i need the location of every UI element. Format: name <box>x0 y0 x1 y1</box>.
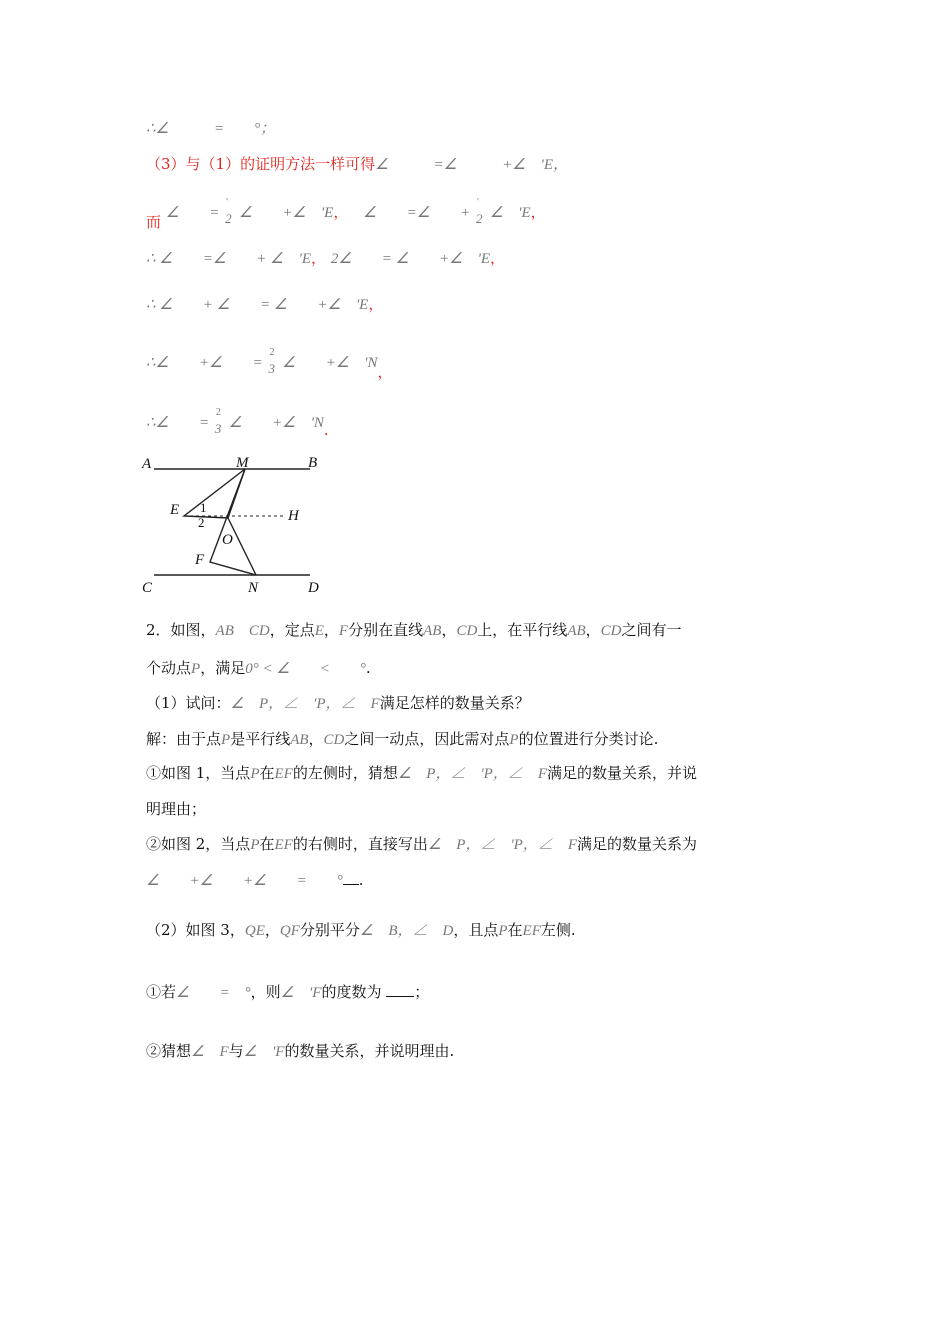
answer-blank[interactable] <box>343 870 359 885</box>
q2-part2-question: （2）如图 3，QE，QF分别平分∠ B，∠ D，且点P在EF左侧. <box>146 921 576 939</box>
label-F: F <box>195 552 205 568</box>
q2-part1-question: （1）试问：∠ P，∠ 'P，∠ F满足怎样的数量关系？ <box>146 694 530 712</box>
q2-stem-line-1: 2．如图，AB CD，定点E，F分别在直线AB，CD上，在平行线AB，CD之间有一 <box>146 621 682 639</box>
red-text: 而 <box>146 213 162 231</box>
angle-label-2: 2 <box>198 515 205 530</box>
fraction: 2 3 <box>214 407 222 436</box>
q2-case1-line-1: ①如图 1，当点P在EF的左侧时，猜想∠ P，∠ 'P，∠ F满足的数量关系，并说 <box>146 764 698 782</box>
label-C: C <box>142 580 153 596</box>
fraction: 2 3 <box>268 347 275 376</box>
math-expr: ∴ ∠ + ∠ = ∠ +∠ 'E <box>146 297 369 313</box>
label-A: A <box>142 456 152 472</box>
math-expr: 2∠ = ∠ +∠ 'E <box>330 251 491 267</box>
q2-case2-line-1: ②如图 2，当点P在EF的右侧时，直接写出∠ P，∠ 'P，∠ F满足的数量关系为 <box>146 835 698 853</box>
label-H: H <box>288 508 299 524</box>
fraction: ' 2 <box>225 197 232 226</box>
proof-line-3: 而 ∠ = ' 2 ∠ +∠ 'E， ∠ =∠ + ' 2 ∠ 'E， <box>146 197 546 231</box>
label-E: E <box>170 502 180 518</box>
proof-line-4: ∴ ∠ =∠ + ∠ 'E， 2∠ = ∠ +∠ 'E， <box>146 249 506 267</box>
math-expr: ∴∠ = <box>146 415 210 431</box>
path-MFN <box>210 469 256 575</box>
math-expr: ∠ = <box>165 205 220 221</box>
proof-line-5: ∴ ∠ + ∠ = ∠ +∠ 'E， <box>146 295 384 313</box>
proof-line-1 <box>146 118 275 139</box>
math-expr: ∴ ∠ =∠ + ∠ 'E <box>146 251 312 267</box>
q2-part2-item-1: ①若∠ = °，则∠ 'F的度数为 ； <box>146 983 430 1001</box>
label-N: N <box>248 580 259 596</box>
answer-blank[interactable] <box>386 982 414 997</box>
q2-part2-item-2: ②猜想∠ F与∠ 'F的数量关系，并说明理由. <box>146 1042 455 1060</box>
proof-line-6: ∴∠ +∠ = 2 3 ∠ +∠ 'N， <box>146 347 393 381</box>
math-expr: ∠ +∠ 'N <box>282 355 378 371</box>
label-B: B <box>308 455 318 471</box>
fraction: ' 2 <box>476 197 483 226</box>
proof-line-7: ∴∠ = 2 3 ∠ +∠ 'N. <box>146 407 329 439</box>
q2-stem-line-2: 个动点P，满足0° < ∠ < °. <box>146 659 371 677</box>
red-text: （3）与（1）的证明方法一样可得 <box>146 155 376 173</box>
q2-case1-line-2: 明理由； <box>146 800 207 818</box>
math-expr: ∠ =∠ +∠ 'E， <box>375 157 569 173</box>
math-expr: ∠ =∠ + <box>363 205 471 221</box>
math-expr: ∠ +∠ 'N <box>228 415 324 431</box>
math-expr: ∴∠ +∠ = <box>146 355 263 371</box>
label-D: D <box>308 580 319 596</box>
geometry-figure <box>140 452 340 600</box>
label-M: M <box>236 455 249 471</box>
label-O: O <box>222 532 233 548</box>
math-expr: ∴∠ = °； <box>146 121 276 137</box>
math-expr: ∠ +∠ 'E <box>238 205 334 221</box>
math-expr: ∠ 'E <box>489 205 531 221</box>
proof-line-2 <box>146 154 568 175</box>
q2-case2-line-2: ∠ +∠ +∠ = ° . <box>146 871 364 889</box>
angle-label-1: 1 <box>200 500 207 515</box>
q2-solution-intro: 解：由于点P是平行线AB，CD之间一动点，因此需对点P的位置进行分类讨论. <box>146 730 659 748</box>
